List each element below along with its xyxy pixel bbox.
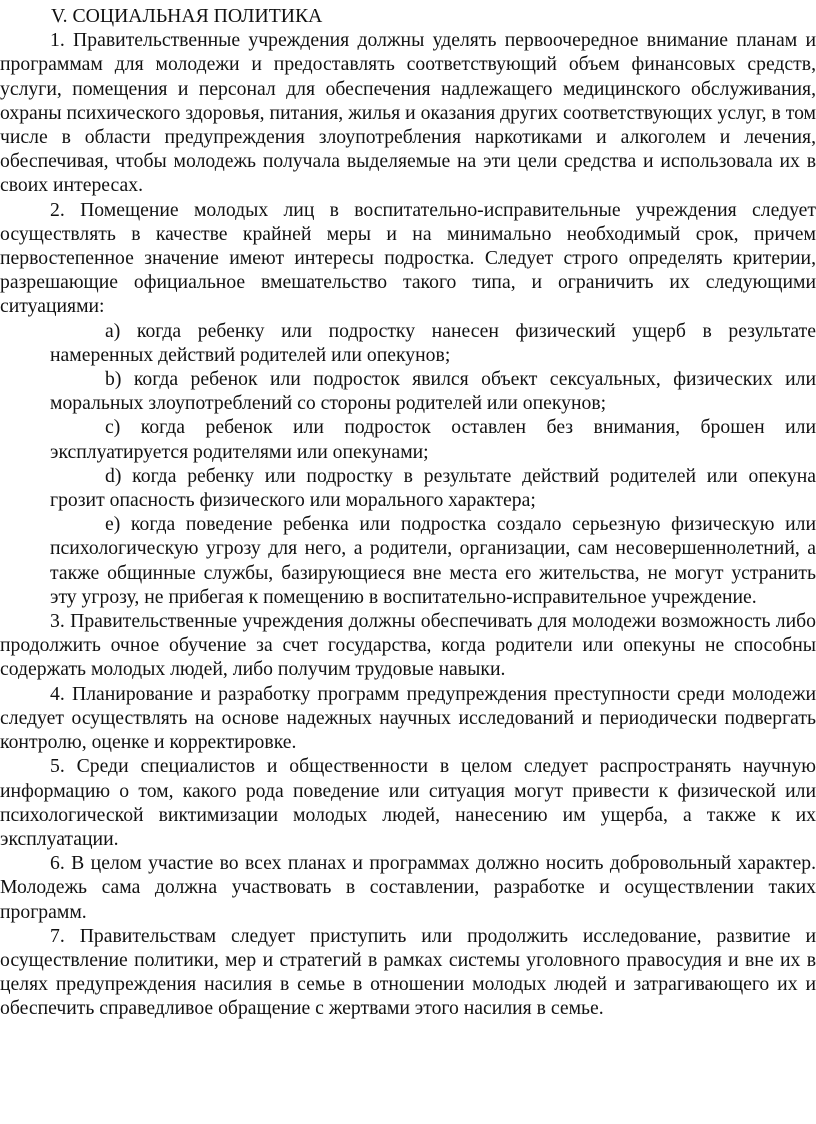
list-item-c: c) когда ребенок или подросток оставлен без внимания, брошен или эксплуатируется родителями или опекунами; xyxy=(50,416,816,463)
paragraph-2: 2. Помещение молодых лиц в воспитательно-исправительные учреждения следует осуществлять в качестве крайней меры и на минимально необходимый срок, причем первостепенное значение имеют интересы подростка. Следует строго определять критерии, разрешающие официальное вмешательство такого типа, и ограничить их следующими ситуациями: xyxy=(0,198,816,318)
list-item-b: b) когда ребенок или подросток явился объект сексуальных, физических или моральных злоупотреблений со стороны родителей или опекунов; xyxy=(50,368,816,415)
paragraph-6: 6. В целом участие во всех планах и программах должно носить добровольный характер. Молодежь сама должна участвовать в составлении, разработке и осуществлении таких программ. xyxy=(0,852,816,923)
paragraph-4: 4. Планирование и разработку программ предупреждения преступности среди молодежи следует осуществлять на основе надежных научных исследований и периодически подвергать контролю, оценке и корректировке. xyxy=(0,682,816,754)
list-item-d: d) когда ребенку или подростку в результате действий родителей или опекуна грозит опасность физического или морального характера; xyxy=(50,464,816,512)
paragraph-5: 5. Среди специалистов и общественности в целом следует распространять научную информацию о том, какого рода поведение или ситуация могут привести к физической или психологической виктимизации молодых людей, нанесению им ущерба, а также к их эксплуатации. xyxy=(0,755,816,850)
list-item-a: a) когда ребенку или подростку нанесен физический ущерб в результате намеренных действий родителей или опекунов; xyxy=(50,319,816,366)
section-heading: V. СОЦИАЛЬНАЯ ПОЛИТИКА xyxy=(51,5,323,27)
paragraph-7: 7. Правительствам следует приступить или продолжить исследование, развитие и осуществление политики, мер и стратегий в рамках системы уголовного правосудия и вне их в целях предупреждения насилия в семье в отношении молодых людей и затрагивающего их и обеспечить справедливое обращение с жертвами этого насилия в семье. xyxy=(0,924,816,1020)
list-item-e: e) когда поведение ребенка или подростка создало серьезную физическую или психологическую угрозу для него, а родители, организации, сам несовершеннолетний, а также общинные службы, базирующиеся вне места его жительства, не могут устранить эту угрозу, не прибегая к помещению в воспитательно-исправительное учреждение. xyxy=(50,513,816,608)
paragraph-3: 3. Правительственные учреждения должны обеспечивать для молодежи возможность либо продолжить очное обучение за счет государства, когда родители или опекуны не способны содержать молодых людей, либо получим трудовые навыки. xyxy=(0,610,816,681)
paragraph-1: 1. Правительственные учреждения должны уделять первоочередное внимание планам и программам для молодежи и предоставлять соответствующий объем финансовых средств, услуги, помещения и персонал для обеспечения надлежащего медицинского обслуживания, охраны психического здоровья, питания, жилья и оказания других соответствующих услуг, в том числе в области предупреждения злоупотребления наркотиками и алкоголем и лечения, обеспечивая, чтобы молодежь получала выделяемые на эти цели средства и использовала их в своих интересах. xyxy=(0,29,816,197)
